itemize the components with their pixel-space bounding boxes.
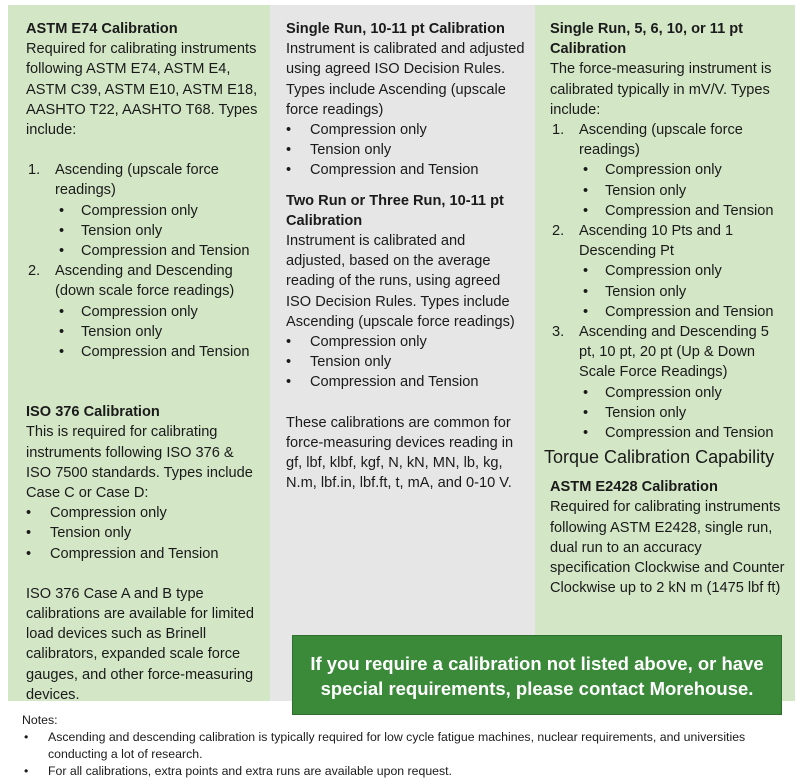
torque-section bbox=[544, 445, 785, 598]
types-list bbox=[26, 160, 260, 362]
notes-section bbox=[22, 712, 792, 780]
list-item: • Tension only bbox=[579, 181, 785, 201]
types-list bbox=[550, 120, 785, 443]
list-item: • Tension only bbox=[579, 403, 785, 423]
list-item: • Compression only bbox=[579, 160, 785, 180]
multi-run-section bbox=[286, 191, 525, 393]
left-column bbox=[8, 5, 270, 701]
list-item: • Tension only bbox=[282, 140, 525, 160]
note-item: • Ascending and descending calibration is typically required for low cycle fatigue machines, nuclear requirements, and universities conducting a lot of research. bbox=[22, 729, 792, 763]
list-item: • Compression and Tension bbox=[579, 302, 785, 322]
section-title: ISO 376 Calibration bbox=[26, 404, 160, 421]
iso-376-section bbox=[26, 402, 260, 705]
section-footnote: ISO 376 Case A and B type calibrations are available for limited load devices such as Brinell calibrators, expanded scale force gauges, and other force-measuring devices. bbox=[26, 585, 254, 703]
section-description: Required for calibrating instruments following ASTM E2428, single run, dual run to an accuracy specification Clockwise and Counter Clockwise up to 2 kN m (1475 lbf ft) bbox=[550, 499, 785, 597]
list-item: • Compression and Tension bbox=[579, 201, 785, 221]
list-item: • Compression and Tension bbox=[22, 544, 260, 564]
list-item: • Tension only bbox=[579, 282, 785, 302]
type-item: 2. Ascending 10 Pts and 1 Descending Pt • Compression only • Tension only • Compression and Tension bbox=[550, 221, 785, 322]
section-title: Single Run, 10-11 pt Calibration bbox=[286, 21, 505, 37]
section-title: Two Run or Three Run, 10-11 pt Calibration bbox=[286, 192, 504, 229]
astm-e74-section bbox=[26, 19, 260, 362]
type-item: 1. Ascending (upscale force readings) • Compression only • Tension only • Compression and Tension bbox=[550, 120, 785, 221]
list-item: • Compression only bbox=[579, 261, 785, 281]
list-item: • Compression and Tension bbox=[55, 241, 260, 261]
section-title: ASTM E2428 Calibration bbox=[550, 479, 718, 496]
list-item: • Compression and Tension bbox=[282, 160, 525, 180]
notes-title: Notes: bbox=[22, 713, 58, 727]
section-description: Required for calibrating instruments following ASTM E74, ASTM E4, ASTM C39, ASTM E10, ASTM E18, AASHTO T22, AASHTO T68. Types include: bbox=[26, 41, 258, 139]
list-item: • Compression and Tension bbox=[579, 423, 785, 443]
callout-text: If you require a calibration not listed above, or have special requirements, please contact Morehouse. bbox=[310, 653, 764, 699]
list-item: • Tension only bbox=[55, 322, 260, 342]
list-item: • Compression only bbox=[282, 332, 525, 352]
list-item: • Compression only bbox=[55, 201, 260, 221]
type-item: 3. Ascending and Descending 5 pt, 10 pt, 20 pt (Up & Down Scale Force Readings) • Compression only • Tension only • Compression and Tension bbox=[550, 322, 785, 443]
list-item: • Compression only bbox=[579, 383, 785, 403]
list-item: • Tension only bbox=[22, 523, 260, 543]
torque-section-title: Torque Calibration Capability bbox=[544, 447, 775, 468]
right-column bbox=[535, 5, 795, 701]
note-item: • For all calibrations, extra points and extra runs are available upon request. bbox=[22, 763, 792, 780]
single-run-pts-section bbox=[550, 19, 785, 443]
list-item: • Compression only bbox=[55, 302, 260, 322]
section-description: This is required for calibrating instruments following ISO 376 & ISO 7500 standards. Types include Case C or Case D: bbox=[26, 424, 253, 502]
type-item: 1. Ascending (upscale force readings) • Compression only • Tension only • Compression and Tension bbox=[26, 160, 260, 261]
type-item: 2. Ascending and Descending (down scale force readings) • Compression only • Tension only • Compression and Tension bbox=[26, 261, 260, 362]
middle-column bbox=[270, 5, 535, 701]
section-title: ASTM E74 Calibration bbox=[26, 21, 178, 37]
section-description: Instrument is calibrated and adjusted using agreed ISO Decision Rules. Types include Ascending (upscale force readings) bbox=[286, 41, 525, 118]
list-item: • Compression only bbox=[282, 120, 525, 140]
units-note: These calibrations are common for force-measuring devices reading in gf, lbf, klbf, kgf, N, kN, MN, lb, kg, N.m, lbf.in, lbf.ft, t, mA, and 0-10 V. bbox=[286, 414, 514, 492]
section-title: Single Run, 5, 6, 10, or 11 pt Calibration bbox=[550, 21, 744, 58]
list-item: • Tension only bbox=[282, 352, 525, 372]
list-item: • Compression only bbox=[22, 503, 260, 523]
list-item: • Compression and Tension bbox=[282, 372, 525, 392]
list-item: • Tension only bbox=[55, 221, 260, 241]
section-description: Instrument is calibrated and adjusted, based on the average reading of the runs, using agreed ISO Decision Rules. Types include Ascending (upscale force readings) bbox=[286, 233, 515, 330]
contact-callout bbox=[292, 635, 782, 715]
single-run-section bbox=[286, 19, 525, 181]
section-description: The force-measuring instrument is calibrated typically in mV/V. Types include: bbox=[550, 61, 772, 118]
list-item: • Compression and Tension bbox=[55, 342, 260, 362]
